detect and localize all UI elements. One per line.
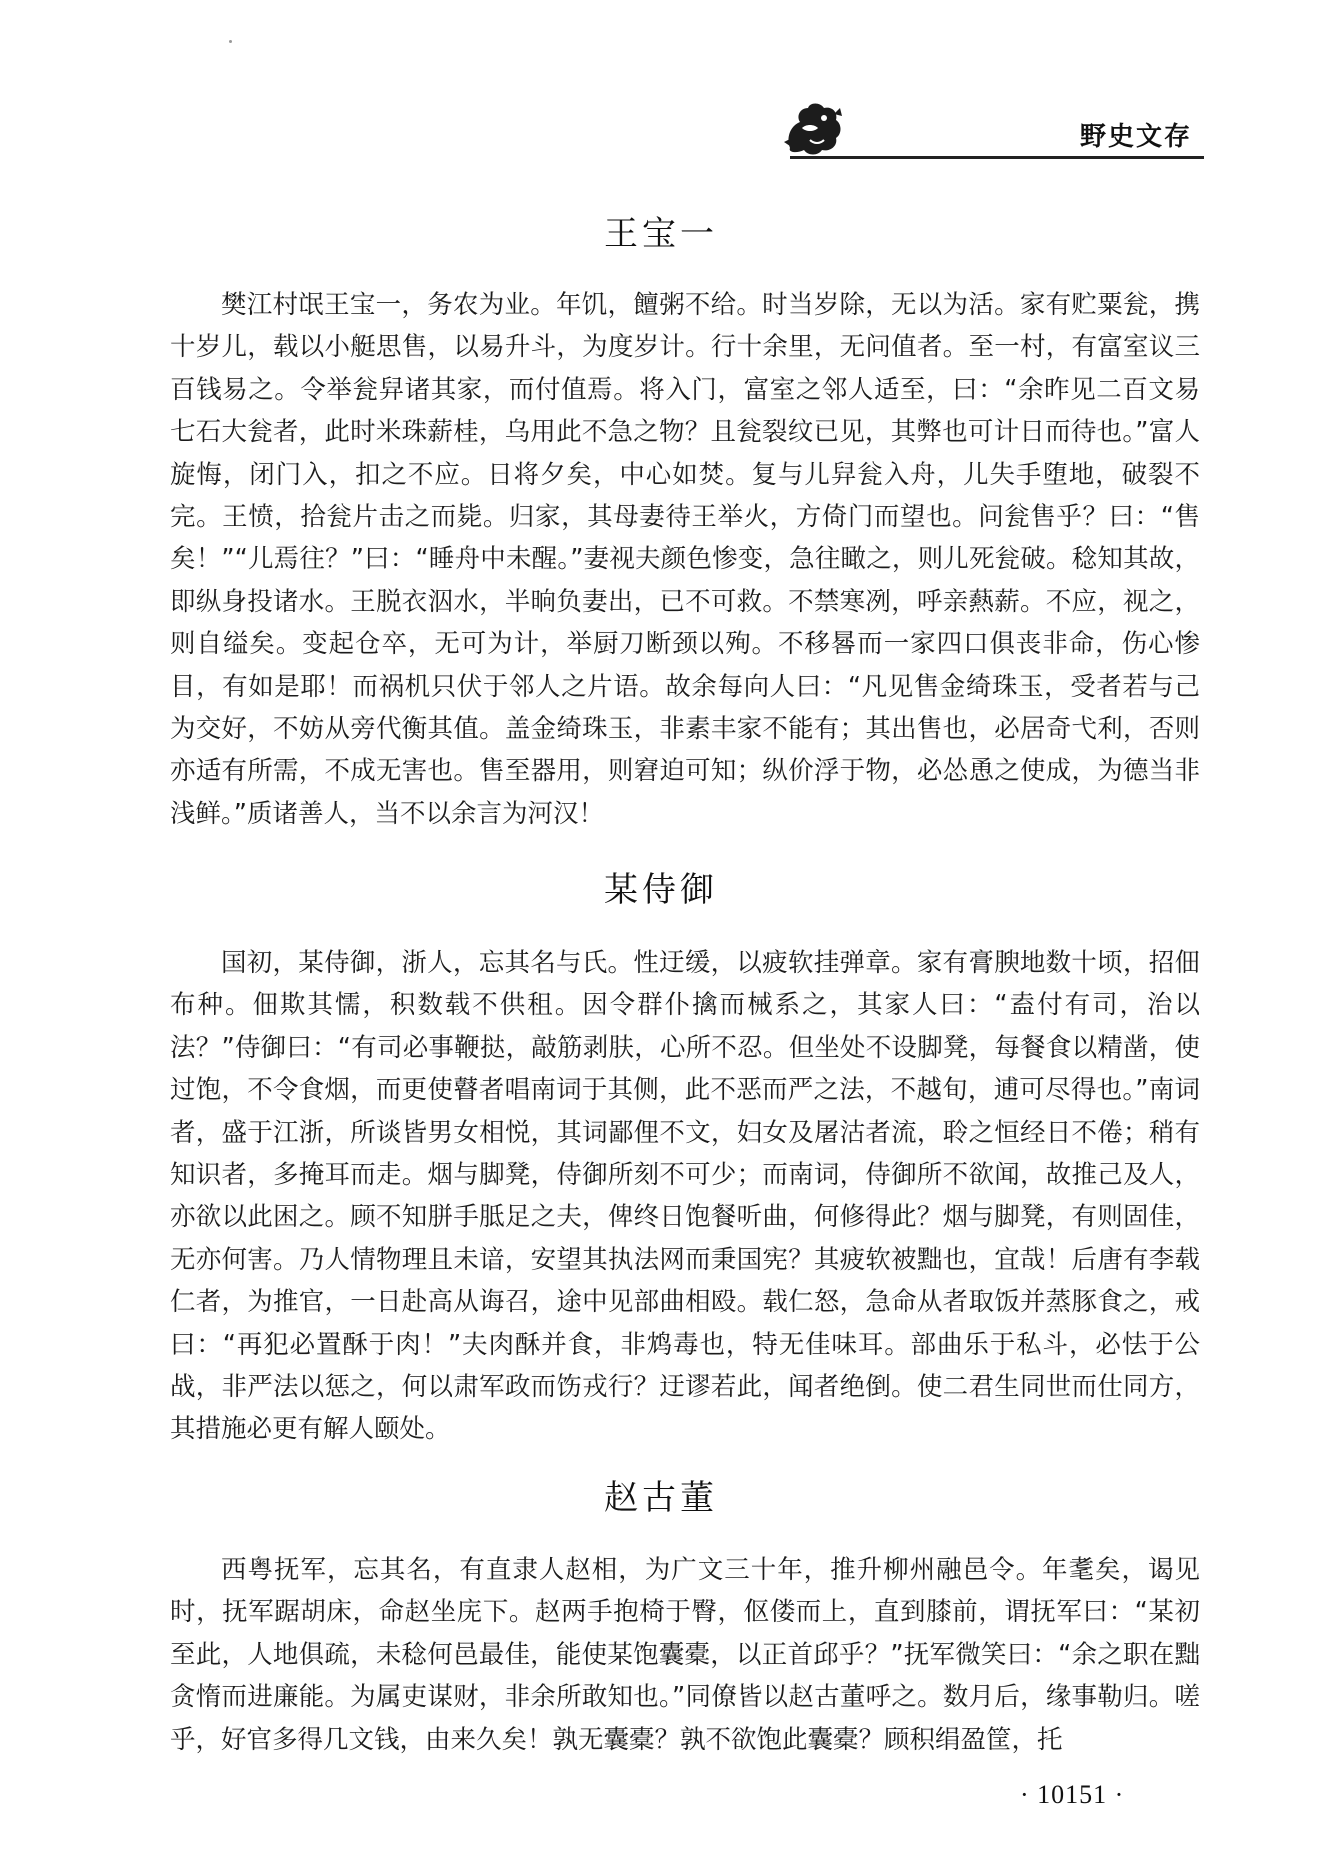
speck (229, 40, 232, 43)
dragon-emblem-icon (780, 98, 848, 160)
section-title: 某侍御 (604, 870, 718, 910)
section-title: 赵古董 (604, 1478, 718, 1518)
header-rule (790, 156, 1204, 159)
book-series-title: 野史文存 (1079, 122, 1192, 152)
page-number: · 10151 · (1020, 1780, 1125, 1809)
section-title: 王宝一 (604, 214, 718, 254)
section-body: 国初，某侍御，浙人，忘其名与氏。性迂缓，以疲软挂弹章。家有膏腴地数十顷，招佃布种。佃欺其懦，积数载不供租。因令群仆擒而械系之，其家人曰：“盍付有司，治以法？”侍御曰：“有司必事鞭挞，敲筋剥肤，心所不忍。但坐处不设脚凳，每餐食以精凿，使过饱，不令食烟，而更使瞽者唱南词于其侧，此不恶而严之法，不越旬，逋可尽得也。”南词者，盛于江浙，所谈皆男女相悦，其词鄙俚不文，妇女及屠沽者流，聆之恒经日不倦；稍有知识者，多掩耳而走。烟与脚凳，侍御所刻不可少；而南词，侍御所不欲闻，故推己及人，亦欲以此困之。顾不知胼手胝足之夫，俾终日饱餐听曲，何修得此？烟与脚凳，有则固佳，无亦何害。乃人情物理且未谙，安望其执法网而秉国宪？其疲软被黜也，宜哉！后唐有李载仁者，为推官，一日赴高从诲召，途中见部曲相殴。载仁怒，急命从者取饭并蒸豚食之，戒曰：“再犯必置酥于肉！”夫肉酥并食，非鸩毒也，特无佳味耳。部曲乐于私斗，必怯于公战，非严法以惩之，何以肃军政而饬戎行？迂谬若此，闻者绝倒。使二君生同世而仕同方，其措施必更有解人颐处。 (170, 948, 1200, 1445)
section-body: 西粤抚军，忘其名，有直隶人赵相，为广文三十年，推升柳州融邑令。年耄矣，谒见时，抚军踞胡床，命赵坐庑下。赵两手抱椅于臀，伛偻而上，直到膝前，谓抚军曰：“某初至此，人地俱疏，未稔何邑最佳，能使某饱囊橐，以正首邱乎？”抚军微笑曰：“余之职在黜贪惰而进廉能。为属吏谋财，非余所敢知也。”同僚皆以赵古董呼之。数月后，缘事勒归。嗟乎，好官多得几文钱，由来久矣！孰无囊橐？孰不欲饱此囊橐？顾积绢盈筐，托 (170, 1555, 1200, 1755)
section-body: 樊江村氓王宝一，务农为业。年饥，饘粥不给。时当岁除，无以为活。家有贮粟瓮，携十岁儿，载以小艇思售，以易升斗，为度岁计。行十余里，无问值者。至一村，有富室议三百钱易之。令举瓮舁诸其家，而付值焉。将入门，富室之邻人适至，曰：“余昨见二百文易七石大瓮者，此时米珠薪桂，乌用此不急之物？且瓮裂纹已见，其弊也可计日而待也。”富人旋悔，闭门入，扣之不应。日将夕矣，中心如焚。复与儿舁瓮入舟，儿失手堕地，破裂不完。王愤，拾瓮片击之而毙。归家，其母妻待王举火，方倚门而望也。问瓮售乎？曰：“售矣！”“儿焉往？”曰：“睡舟中未醒。”妻视夫颜色惨变，急往瞰之，则儿死瓮破。稔知其故，即纵身投诸水。王脱衣泅水，半晌负妻出，已不可救。不禁寒冽，呼亲爇薪。不应，视之，则自缢矣。变起仓卒，无可为计，举厨刀断颈以殉。不移晷而一家四口俱丧非命，伤心惨目，有如是耶！而祸机只伏于邻人之片语。故余每向人曰：“凡见售金绮珠玉，受者若与己为交好，不妨从旁代衡其值。盖金绮珠玉，非素丰家不能有；其出售也，必居奇弋利，否则亦适有所需，不成无害也。售至器用，则窘迫可知；纵价浮于物，必怂恿之使成，为德当非浅鲜。”质诸善人，当不以余言为河汉！ (170, 290, 1200, 829)
